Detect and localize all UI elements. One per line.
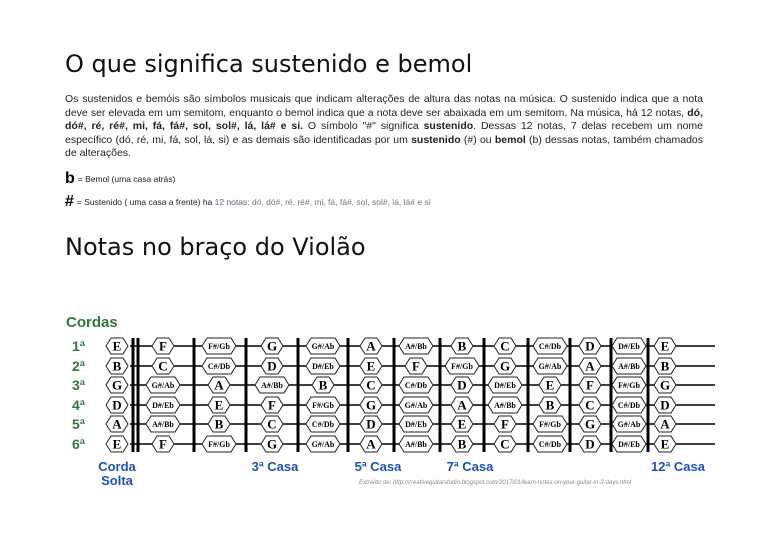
note-label: G#/Ab: [404, 401, 428, 410]
note-label: E: [112, 338, 122, 354]
flat-definition: [65, 170, 175, 188]
open-string-label-2: Solta: [101, 473, 133, 488]
note-label: B: [214, 416, 224, 432]
note-label: A#/Bb: [152, 420, 174, 429]
note-label: D: [660, 397, 670, 413]
note-label: C: [366, 377, 376, 393]
para-text-3: . Dessas 12 notas, 7 delas recebem um nome específico (dó, ré, mi, fá, sol, lá, si) e as demais são identificadas por um: [65, 120, 703, 146]
string-label: 6ª: [72, 436, 85, 452]
string-label: 2ª: [72, 358, 85, 374]
note-label: B: [318, 377, 328, 393]
note-label: A: [457, 397, 467, 413]
note-label: C#/Db: [404, 381, 428, 390]
note-label: C#/Db: [538, 342, 562, 351]
note-label: F: [586, 377, 594, 393]
note-label: G: [111, 377, 123, 393]
note-label: A#/Bb: [618, 362, 640, 371]
note-label: D#/Eb: [405, 420, 427, 429]
note-label: A: [214, 377, 224, 393]
note-label: G: [266, 436, 278, 452]
note-label: G: [659, 377, 671, 393]
string-label: 1ª: [72, 338, 85, 354]
note-label: G#/Ab: [617, 420, 641, 429]
sharp-list: : dó, dó#, ré, ré#, mi, fá, fá#, sol, sol#, lá, lá# e si: [247, 197, 431, 207]
note-label: A: [585, 358, 595, 374]
source-caption: Extraído de: http://creativeguitarstudio.blogspot.com/2017/01/learn-notes-on-your-guitar-in-3-days.html: [359, 480, 632, 486]
note-label: F#/Gb: [451, 362, 473, 371]
note-label: D: [585, 436, 595, 452]
note-label: C: [158, 358, 168, 374]
section-title-fretboard: Notas no braço do Violão: [65, 233, 366, 261]
note-label: E: [660, 338, 670, 354]
note-label: C#/Db: [207, 362, 231, 371]
string-label: 4ª: [72, 397, 85, 413]
note-label: B: [660, 358, 670, 374]
note-label: G#/Ab: [538, 362, 562, 371]
note-label: E: [457, 416, 467, 432]
para-text-5: (b) dessas notas, também chamados de alterações.: [65, 133, 703, 159]
para-text-1: Os sustenidos e bemóis são símbolos musicais que indicam alterações de altura das notas na música. O sustenido indica que a nota deve ser elevada em um semitom, enquanto o bemol indica que a nota deve ser abaixada em um semitom, Na música, há 12 notas,: [65, 93, 703, 119]
para-sustenido-1: sustenido: [423, 120, 474, 132]
para-bemol: bemol: [494, 133, 526, 146]
fret3-label: 3ª Casa: [251, 459, 299, 474]
note-label: F: [268, 397, 276, 413]
note-label: C#/Db: [617, 401, 641, 410]
note-label: F: [159, 338, 167, 354]
note-label: C#/Db: [538, 440, 562, 449]
open-string-label-1: Corda: [98, 459, 136, 474]
note-label: B: [545, 397, 555, 413]
note-label: C: [267, 416, 277, 432]
note-label: A: [366, 338, 376, 354]
para-text-4: (#) ou: [460, 133, 495, 146]
note-label: D#/Eb: [494, 381, 516, 390]
note-label: A#/Bb: [261, 381, 283, 390]
note-label: D#/Eb: [618, 342, 640, 351]
para-text-2: O símbolo "#" significa: [303, 120, 424, 132]
note-label: D#/Eb: [618, 440, 640, 449]
note-label: B: [457, 436, 467, 452]
note-label: D: [112, 397, 122, 413]
note-label: E: [660, 436, 670, 452]
note-label: F#/Gb: [208, 342, 230, 351]
note-label: F#/Gb: [618, 381, 640, 390]
sharp-definition: [65, 193, 431, 211]
note-label: F#/Gb: [312, 401, 334, 410]
fret7-label: 7ª Casa: [446, 459, 494, 474]
string-label: 3ª: [72, 377, 85, 393]
note-label: E: [545, 377, 555, 393]
note-label: C: [500, 436, 510, 452]
intro-paragraph: [65, 93, 703, 161]
note-label: A: [660, 416, 670, 432]
note-label: G: [499, 358, 511, 374]
note-label: A#/Bb: [405, 440, 427, 449]
note-label: F#/Gb: [539, 420, 561, 429]
note-label: D#/Eb: [312, 362, 334, 371]
sharp-text: = Sustenido ( uma casa a frente) ha: [76, 197, 215, 207]
note-label: E: [112, 436, 122, 452]
note-label: A: [112, 416, 122, 432]
note-label: A: [366, 436, 376, 452]
note-label: F: [412, 358, 420, 374]
note-label: E: [366, 358, 376, 374]
note-label: E: [214, 397, 224, 413]
note-label: C: [585, 397, 595, 413]
note-label: B: [457, 338, 467, 354]
note-label: G#/Ab: [151, 381, 175, 390]
fretboard-title: Cordas: [66, 314, 118, 331]
flat-symbol: b: [65, 170, 75, 187]
fret5-label: 5ª Casa: [354, 459, 402, 474]
note-label: G: [584, 416, 596, 432]
note-label: D#/Eb: [152, 401, 174, 410]
fret12-label: 12ª Casa: [651, 459, 705, 474]
note-label: B: [112, 358, 122, 374]
fretboard-diagram: [60, 305, 720, 493]
note-label: F: [159, 436, 167, 452]
note-label: D: [457, 377, 467, 393]
para-notes-list: dó, dó#, ré, ré#, mi, fá, fá#, sol, sol#, lá, lá# e si.: [65, 106, 703, 132]
note-label: F#/Gb: [208, 440, 230, 449]
note-label: G#/Ab: [311, 440, 335, 449]
note-label: D: [585, 338, 595, 354]
note-label: C#/Db: [311, 420, 335, 429]
note-label: G#/Ab: [311, 342, 335, 351]
note-label: C: [500, 338, 510, 354]
note-label: A#/Bb: [494, 401, 516, 410]
note-label: A#/Bb: [405, 342, 427, 351]
note-label: G: [266, 338, 278, 354]
para-sustenido-2: sustenido: [411, 133, 461, 146]
sharp-count: 12 notas: [214, 197, 248, 207]
flat-text: = Bemol (uma casa atrás): [77, 174, 176, 184]
page-title: O que significa sustenido e bemol: [65, 50, 473, 78]
note-label: D: [267, 358, 277, 374]
note-label: F: [501, 416, 509, 432]
note-label: D: [366, 416, 376, 432]
note-label: G: [365, 397, 377, 413]
string-label: 5ª: [72, 416, 85, 432]
sharp-symbol: #: [65, 193, 74, 210]
